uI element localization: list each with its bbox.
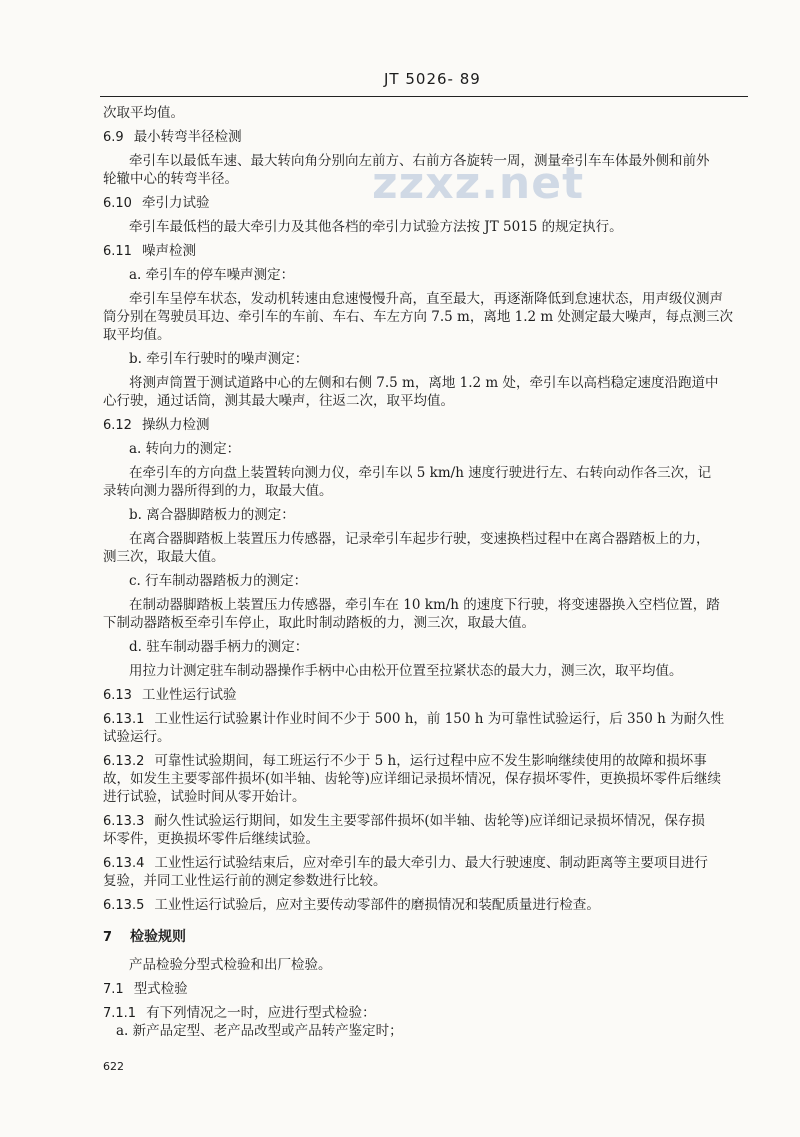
paragraph-line: 故，如发生主要零部件损坏(如半轴、齿轮等)应详细记录损坏情况，保存损坏零件，更换损坏零件后继续 [103, 771, 722, 787]
paragraph-line: 筒分别在驾驶员耳边、牵引车的车前、车右、车左方向 7.5 m，离地 1.2 m 处测定最大噪声，每点测三次 [103, 309, 733, 325]
clause-line [103, 812, 705, 831]
clause-text: 工业性运行试验累计作业时间不少于 500 h，前 150 h 为可靠性试验运行，后 350 h 为耐久性 [154, 711, 725, 727]
paragraph-line: 录转向测力器所得到的力，取最大值。 [103, 483, 333, 499]
paragraph-line: 牵引车呈停车状态，发动机转速由怠速慢慢升高，直至最大，再逐渐降低到怠速状态，用声级仪测声 [129, 291, 723, 307]
subitem-heading: c. 行车制动器踏板力的测定： [129, 573, 308, 589]
clause-number: 6.13.2 [103, 754, 145, 769]
standard-code-header: JT 5026- 89 [384, 70, 481, 88]
section-number: 7.1 [103, 982, 124, 997]
chapter-title: 检验规则 [130, 929, 187, 945]
paragraph-line: 取平均值。 [103, 327, 171, 343]
clause-number: 6.13.4 [103, 856, 145, 871]
list-item: a. 新产品定型、老产品改型或产品转产鉴定时； [116, 1023, 403, 1039]
paragraph-line: 复验，并同工业性运行前的测定参数进行比较。 [103, 873, 387, 889]
section-title: 型式检验 [133, 981, 188, 997]
clause-number: 6.13.3 [103, 814, 145, 829]
section-heading [103, 980, 188, 999]
clause-line [103, 1004, 376, 1023]
clause-line [103, 752, 707, 771]
clause-line [103, 896, 600, 915]
page-number: 622 [103, 1060, 124, 1073]
clause-number: 6.13.5 [103, 898, 145, 913]
paragraph-line: 试验运行。 [103, 729, 171, 745]
paragraph-line: 产品检验分型式检验和出厂检验。 [129, 957, 332, 973]
paragraph-line: 用拉力计测定驻车制动器操作手柄中心由松开位置至拉紧状态的最大力，测三次，取平均值。 [129, 663, 683, 679]
clause-line [103, 710, 724, 729]
paragraph-line: 牵引车最低档的最大牵引力及其他各档的牵引力试验方法按 JT 5015 的规定执行。 [129, 219, 623, 235]
paragraph-line: 心行驶，通过话筒，测其最大噪声，往返二次，取平均值。 [103, 393, 454, 409]
clause-text: 耐久性试验运行期间，如发生主要零部件损坏(如半轴、齿轮等)应详细记录损坏情况，保存损 [154, 813, 705, 829]
paragraph-line: 将测声筒置于测试道路中心的左侧和右侧 7.5 m，离地 1.2 m 处，牵引车以高档稳定速度沿跑道中 [129, 375, 719, 391]
section-number: 6.13 [103, 688, 132, 703]
chapter-number: 7 [103, 930, 113, 945]
subitem-heading: a. 转向力的测定： [129, 441, 241, 457]
clause-line [103, 854, 708, 873]
paragraph-line: 在牵引车的方向盘上装置转向测力仪，牵引车以 5 km/h 速度行驶进行左、右转向动作各三次，记 [129, 465, 712, 481]
paragraph-line: 次取平均值。 [103, 105, 184, 121]
section-heading [103, 416, 209, 435]
paragraph-line: 牵引车以最低车速、最大转向角分别向左前方、右前方各旋转一周，测量牵引车车体最外侧和前外 [129, 153, 710, 169]
chapter-heading [103, 928, 186, 947]
clause-text: 工业性运行试验后，应对主要传动零部件的磨损情况和装配质量进行检查。 [154, 897, 600, 913]
watermark: zzxz.net [372, 158, 585, 209]
clause-text: 有下列情况之一时，应进行型式检验： [146, 1005, 376, 1021]
section-title: 噪声检测 [141, 243, 196, 259]
paragraph-line: 在制动器脚踏板上装置压力传感器，牵引车在 10 km/h 的速度下行驶，将变速器换入空档位置，踏 [129, 597, 720, 613]
clause-number: 7.1.1 [103, 1006, 137, 1021]
subitem-heading: a. 牵引车的停车噪声测定： [129, 267, 295, 283]
paragraph-line: 下制动器踏板至牵引车停止，取此时制动踏板的力，测三次，取最大值。 [103, 615, 535, 631]
section-number: 6.12 [103, 418, 132, 433]
section-heading [103, 686, 236, 705]
paragraph-line: 坏零件，更换损坏零件后继续试验。 [103, 831, 319, 847]
clause-number: 6.13.1 [103, 712, 145, 727]
section-number: 6.9 [103, 130, 124, 145]
section-heading [103, 194, 209, 213]
paragraph-line: 轮辙中心的转弯半径。 [103, 171, 238, 187]
section-title: 工业性运行试验 [141, 687, 237, 703]
section-title: 最小转弯半径检测 [133, 129, 242, 145]
clause-text: 可靠性试验期间，每工班运行不少于 5 h，运行过程中应不发生影响继续使用的故障和损坏事 [154, 753, 707, 769]
clause-text: 工业性运行试验结束后，应对牵引车的最大牵引力、最大行驶速度、制动距离等主要项目进行 [154, 855, 708, 871]
paragraph-line: 测三次，取最大值。 [103, 549, 225, 565]
subitem-heading: b. 离合器脚踏板力的测定： [129, 507, 295, 523]
subitem-heading: b. 牵引车行驶时的噪声测定： [129, 351, 309, 367]
section-title: 牵引力试验 [141, 195, 210, 211]
paragraph-line: 进行试验，试验时间从零开始计。 [103, 789, 306, 805]
section-number: 6.11 [103, 244, 132, 259]
section-heading [103, 128, 242, 147]
section-number: 6.10 [103, 196, 132, 211]
section-heading [103, 242, 196, 261]
section-title: 操纵力检测 [141, 417, 210, 433]
subitem-heading: d. 驻车制动器手柄力的测定： [129, 639, 309, 655]
header-rule [100, 96, 748, 97]
paragraph-line: 在离合器脚踏板上装置压力传感器，记录牵引车起步行驶，变速换档过程中在离合器踏板上的力， [129, 531, 710, 547]
